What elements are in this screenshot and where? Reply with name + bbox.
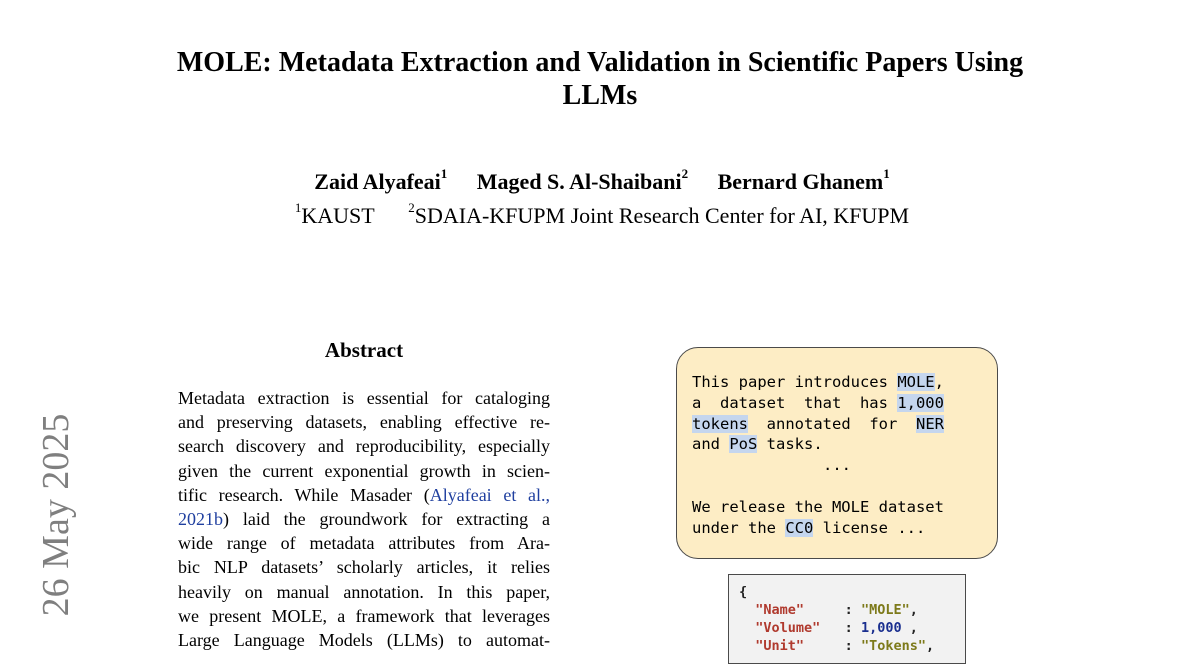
affil-mark: 1 (294, 200, 302, 215)
json-value: "Tokens" (860, 638, 926, 654)
affil-name: KAUST (301, 203, 375, 228)
author-name: Zaid Alyafeai (314, 169, 441, 194)
figure-json-box (728, 574, 966, 664)
abstract-body (178, 386, 550, 652)
json-sep: : (804, 638, 861, 654)
abstract-text: tific research. While Masader ( (178, 484, 430, 505)
arxiv-side-date (12, 402, 92, 628)
text-span: tasks. (757, 435, 823, 454)
author-3 (717, 166, 890, 194)
abstract-line: bic NLP datasets’ scholarly articles, it relies (178, 557, 550, 578)
abstract-line: heavily on manual annotation. In this paper, (178, 581, 550, 602)
abstract-line: search discovery and reproducibility, especially (178, 436, 550, 457)
text-line (692, 434, 982, 455)
text-span: This paper introduces (692, 373, 898, 391)
highlight-task-ner: NER (915, 414, 944, 433)
ellipsis-line: ... (823, 456, 851, 475)
author-list (150, 168, 1054, 196)
author-name: Maged S. Al-Shaibani (476, 169, 682, 194)
text-span: annotated for (748, 414, 916, 433)
json-row (739, 637, 955, 655)
author-1 (314, 166, 448, 194)
json-value: 1,000 (860, 620, 902, 636)
side-date-text: 26 May 2025 (35, 413, 77, 617)
abstract-text: ) laid the groundwork for extracting a (223, 508, 550, 529)
abstract-line: Large Language Models (LLMs) to automat- (178, 629, 550, 650)
text-span: under the (692, 518, 786, 537)
title-line-2: LLMs (562, 80, 638, 111)
text-line (692, 414, 982, 435)
highlight-volume: 1,000 (897, 393, 944, 412)
abstract-line: Metadata extraction is essential for cataloging (178, 388, 550, 408)
json-sep: : (804, 602, 861, 618)
text-line: We release the MOLE dataset (692, 497, 944, 516)
affil-name: SDAIA-KFUPM Joint Research Center for AI, KFUPM (414, 203, 910, 228)
json-key: "Unit" (755, 638, 805, 654)
text-line (692, 393, 982, 414)
author-affil-mark: 2 (681, 166, 689, 181)
json-key: "Volume" (755, 620, 821, 636)
abstract-line: and preserving datasets, enabling effective re- (178, 412, 550, 433)
blank-line (692, 476, 982, 497)
author-affil-mark: 1 (883, 166, 890, 181)
abstract-line: wide range of metadata attributes from Ara- (178, 533, 550, 554)
json-sep: : (820, 620, 861, 636)
json-value: "MOLE" (860, 602, 910, 618)
json-row (739, 619, 955, 637)
citation-link[interactable]: Alyafeai et al., (429, 484, 550, 505)
highlight-license: CC0 (785, 518, 814, 537)
abstract-line (178, 507, 550, 531)
abstract-line (178, 483, 550, 507)
text-span: license ... (813, 518, 926, 537)
figure-paper-text-box (676, 347, 998, 559)
title-line-1: MOLE: Metadata Extraction and Validation in Scientific Papers Using (176, 47, 1024, 78)
highlight-task-pos: PoS (729, 435, 758, 454)
json-key: "Name" (755, 602, 805, 618)
abstract-line: given the current exponential growth in scien- (178, 460, 550, 481)
text-line (692, 518, 982, 539)
json-tail: , (901, 620, 918, 636)
json-tail: , (925, 638, 935, 654)
text-span: and (692, 435, 730, 454)
json-row (739, 601, 955, 619)
json-tail: , (909, 602, 918, 618)
author-2 (476, 166, 689, 194)
affil-mark: 2 (408, 200, 415, 215)
affiliation-list (150, 202, 1054, 230)
abstract-heading: Abstract (324, 338, 404, 362)
affiliation-2 (408, 200, 910, 228)
highlight-name: MOLE (897, 373, 935, 391)
paper-title (150, 46, 1050, 112)
highlight-unit: tokens (692, 414, 748, 433)
author-affil-mark: 1 (440, 166, 448, 181)
affiliation-1 (294, 200, 375, 228)
citation-link-year[interactable]: 2021b (178, 508, 223, 529)
json-open-brace: { (739, 584, 748, 600)
text-line (692, 372, 982, 393)
abstract-line: we present MOLE, a framework that leverages (178, 605, 550, 626)
text-span: , (934, 373, 944, 391)
author-name: Bernard Ghanem (717, 169, 884, 194)
text-span: a dataset that has (692, 393, 898, 412)
